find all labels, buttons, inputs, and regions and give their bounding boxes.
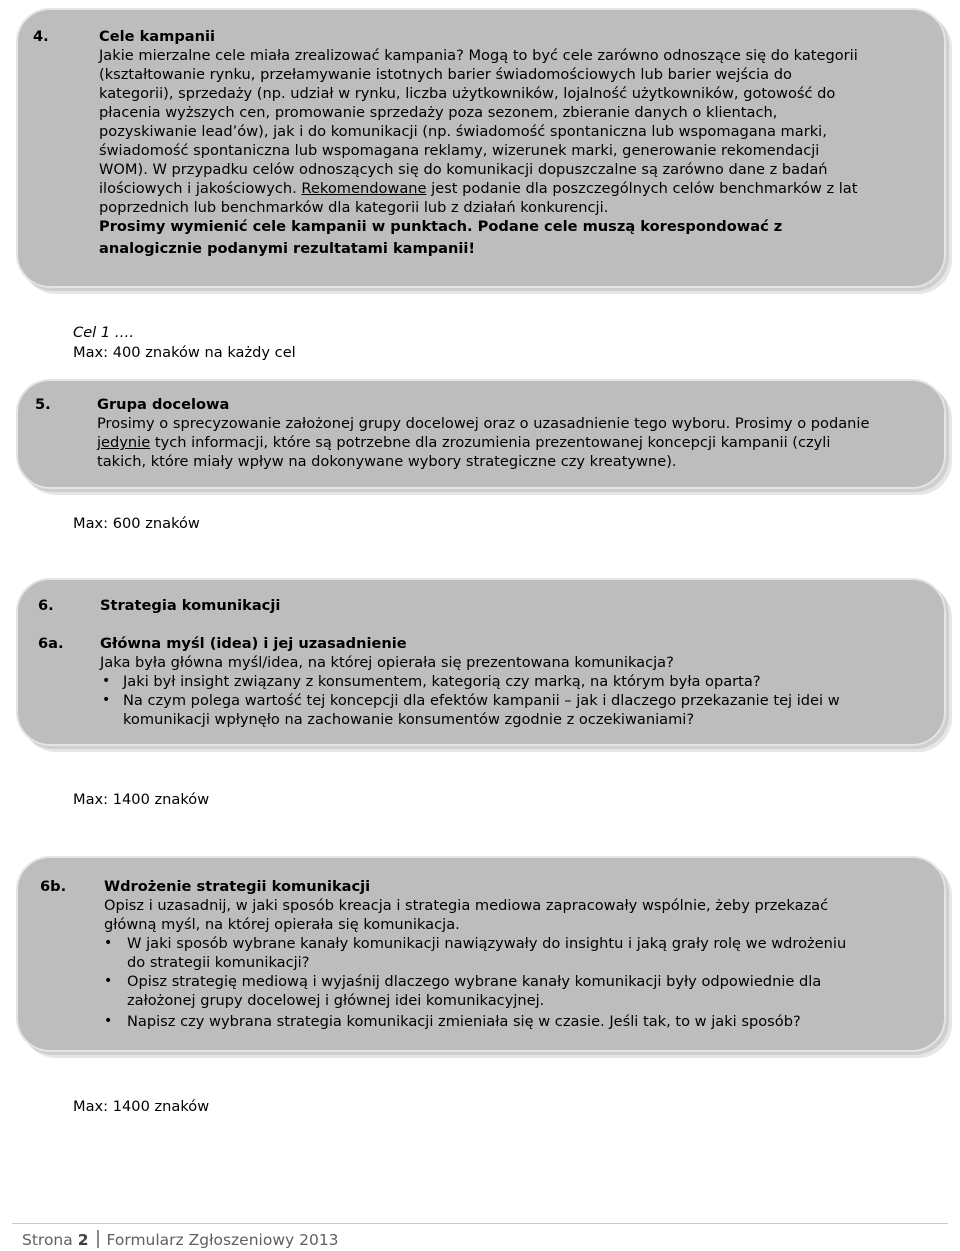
section-4-line-8: [99, 179, 857, 198]
section-6a-intro: Jaka była główna myśl/idea, na której opierała się prezentowana komunikacja?: [100, 654, 674, 671]
section-6b-bullet-3: Napisz czy wybrana strategia komunikacji zmieniała się w czasie. Jeśli tak, to w jaki sposób?: [127, 1013, 801, 1030]
section-4-line-1: Jakie mierzalne cele miała zrealizować kampania? Mogą to być cele zarówno odnoszące się do kategorii: [99, 47, 858, 64]
footer-separator: [97, 1230, 99, 1248]
section-4-line-9: poprzednich lub benchmarków dla kategorii lub z działań konkurencji.: [99, 199, 609, 216]
recommended-rest: jest podanie dla poszczególnych celów benchmarków z lat: [426, 180, 858, 197]
goal-placeholder: Cel 1 ….: [73, 324, 135, 341]
section-6b-intro-1: Opisz i uzasadnij, w jaki sposób kreacja i strategia mediowa zapracowały wspólnie, żeby przekazać: [104, 897, 829, 914]
section-6a-number: 6a.: [38, 635, 64, 652]
section-6a-max-chars: Max: 1400 znaków: [73, 791, 210, 808]
section-4-line-3: kategorii), sprzedaży (np. udział w rynku, liczba użytkowników, lojalność użytkowników, gotowość do: [99, 85, 836, 102]
only-underlined: jedynie: [97, 434, 151, 451]
section-6a-bullet-2-line-1: Na czym polega wartość tej koncepcji dla efektów kampanii – jak i dlaczego przekazanie tej idei w: [123, 692, 840, 709]
section-4-line-6: świadomość spontaniczna lub wspomagana reklamy, wizerunek marki, generowanie rekomendacji: [99, 142, 820, 159]
section-5-line-2-rest: tych informacji, które są potrzebne dla zrozumienia prezentowanej koncepcji kampanii (czyli: [150, 434, 831, 451]
section-5-line-3: takich, które miały wpływ na dokonywane wybory strategiczne czy kreatywne).: [97, 453, 677, 470]
section-6b-bullet-2-line-1: Opisz strategię mediową i wyjaśnij dlaczego wybrane kanały komunikacji były odpowiednie dla: [127, 973, 822, 990]
section-4-line-4: płacenia wyższych cen, promowanie sprzedaży poza sezonem, zbieranie danych o klientach,: [99, 104, 778, 121]
section-6b-intro-2: główną myśl, na której opierała się komunikacja.: [104, 916, 460, 933]
recommended-underlined: Rekomendowane: [301, 180, 427, 197]
section-4-line-8-start: ilościowych i jakościowych.: [99, 180, 297, 197]
bullet-icon: •: [102, 692, 111, 708]
section-6a-bullet-1: Jaki był insight związany z konsumentem, kategorią czy marką, na którym była oparta?: [123, 673, 761, 690]
footer-rule: [12, 1223, 948, 1224]
footer-page-number: 2: [77, 1231, 89, 1249]
bullet-icon: •: [104, 973, 113, 989]
section-4-line-2: (kształtowanie rynku, przełamywanie istotnych barier świadomościowych lub barier wejścia do: [99, 66, 792, 83]
section-6b-bullet-1-line-2: do strategii komunikacji?: [127, 954, 310, 971]
footer-page-label: Strona: [22, 1231, 73, 1249]
section-6b-title: Wdrożenie strategii komunikacji: [104, 878, 371, 895]
section-5-line-2: [97, 433, 830, 452]
section-6a-title: Główna myśl (idea) i jej uzasadnienie: [100, 635, 407, 652]
bullet-icon: •: [102, 673, 111, 689]
page-footer: [22, 1230, 339, 1249]
section-4-line-5: pozyskiwanie lead’ów), jak i do komunikacji (np. świadomość spontaniczna lub wspomagana marki,: [99, 123, 827, 140]
section-4-number: 4.: [33, 28, 49, 45]
footer-title: Formularz Zgłoszeniowy 2013: [106, 1231, 339, 1249]
bullet-icon: •: [104, 935, 113, 951]
section-6-number: 6.: [38, 597, 54, 614]
section-4-line-7: WOM). W przypadku celów odnoszących się do komunikacji dopuszczalne są zarówno dane z badań: [99, 161, 828, 178]
section-5-title: Grupa docelowa: [97, 396, 230, 413]
bullet-icon: •: [104, 1013, 113, 1029]
section-6-title: Strategia komunikacji: [100, 597, 281, 614]
section-4-bold-2: analogicznie podanymi rezultatami kampanii!: [99, 240, 476, 257]
section-4-title: Cele kampanii: [99, 28, 216, 45]
goal-max-chars: Max: 400 znaków na każdy cel: [73, 344, 296, 361]
section-6b-bullet-1-line-1: W jaki sposób wybrane kanały komunikacji nawiązywały do insightu i jaką grały rolę we wdrożeniu: [127, 935, 847, 952]
section-6a-bullet-2-line-2: komunikacji wpłynęło na zachowanie konsumentów zgodnie z oczekiwaniami?: [123, 711, 695, 728]
section-5-number: 5.: [35, 396, 51, 413]
section-5-line-1: Prosimy o sprecyzowanie założonej grupy docelowej oraz o uzasadnienie tego wyboru. Prosimy o podanie: [97, 415, 870, 432]
section-4-bold-1: Prosimy wymienić cele kampanii w punktach. Podane cele muszą korespondować z: [99, 218, 783, 235]
section-6b-bullet-2-line-2: założonej grupy docelowej i głównej idei komunikacyjnej.: [127, 992, 545, 1009]
section-6b-max-chars: Max: 1400 znaków: [73, 1098, 210, 1115]
section-6b-number: 6b.: [40, 878, 67, 895]
section-5-max-chars: Max: 600 znaków: [73, 515, 200, 532]
